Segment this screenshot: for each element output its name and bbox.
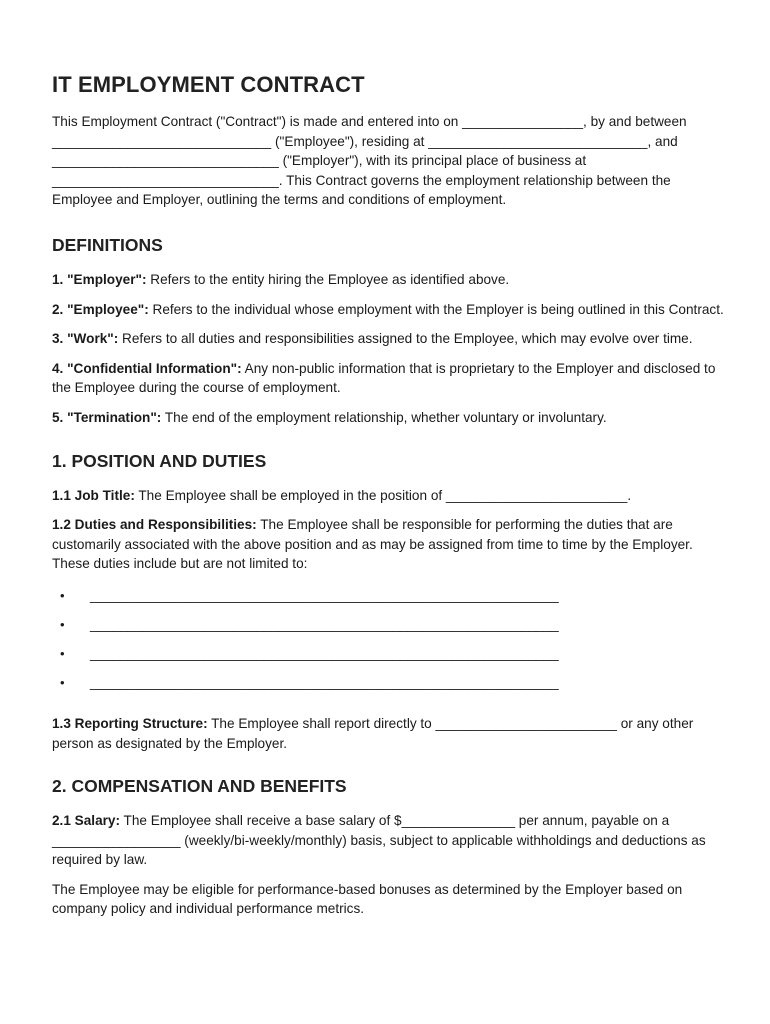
blank-line: ______________________________________________________________ (90, 674, 559, 690)
position-heading: 1. POSITION AND DUTIES (52, 450, 267, 471)
clause-text: The Employee shall report directly to ________________________ or any other person as designated by the Employer. (52, 715, 694, 751)
bullet-icon: • (60, 587, 65, 603)
list-item (52, 586, 724, 615)
clause-label: 1.3 Reporting Structure: (52, 715, 208, 731)
bonus-paragraph: The Employee may be eligible for performance-based bonuses as determined by the Employer based on company policy and individual performance metrics. (52, 881, 683, 917)
definition-text: Any non-public information that is proprietary to the Employer and disclosed to the Employee during the course of employment. (52, 360, 716, 396)
clause-text: The Employee shall receive a base salary of $_______________ per annum, payable on a _________________ (weekly/bi-weekly/monthly) basis, subject to applicable withholdings and deductions as required by law. (52, 813, 706, 868)
definition-term: 3. "Work": (52, 331, 119, 347)
position-section (52, 451, 724, 754)
blank-line: ______________________________________________________________ (90, 645, 559, 661)
definition-item (52, 359, 724, 398)
list-item (52, 673, 724, 702)
list-item (52, 615, 724, 644)
definition-term: 4. "Confidential Information": (52, 360, 242, 376)
definition-item (52, 270, 724, 290)
job-title-clause (52, 486, 724, 506)
duties-clause (52, 515, 724, 574)
definitions-section (52, 235, 724, 428)
definition-text: Refers to all duties and responsibilities assigned to the Employee, which may evolve over time. (118, 331, 693, 347)
blank-line: ______________________________________________________________ (90, 616, 559, 632)
document-body (52, 72, 724, 942)
clause-text: The Employee shall be responsible for performing the duties that are customarily associated with the above position and as may be assigned from time to time by the Employer. These duties include but are not limited to: (52, 517, 693, 572)
bullet-icon: • (60, 674, 65, 690)
definition-term: 5. "Termination": (52, 409, 162, 425)
definition-item (52, 408, 724, 428)
blank-line: ______________________________________________________________ (90, 587, 559, 603)
compensation-heading: 2. COMPENSATION AND BENEFITS (52, 776, 347, 797)
clause-label: 2.1 Salary: (52, 813, 121, 829)
bullet-icon: • (60, 645, 65, 661)
compensation-section (52, 776, 724, 919)
salary-clause (52, 811, 724, 870)
document-title: IT EMPLOYMENT CONTRACT (52, 72, 365, 97)
definitions-heading: DEFINITIONS (52, 234, 163, 255)
duties-list (52, 586, 724, 702)
clause-label: 1.2 Duties and Responsibilities: (52, 517, 257, 533)
clause-label: 1.1 Job Title: (52, 487, 135, 503)
definition-text: Refers to the individual whose employment with the Employer is being outlined in this Contract. (148, 301, 724, 317)
intro-paragraph: This Employment Contract ("Contract") is made and entered into on ________________, by and between _____________________________ ("Employee"), residing at _____________________________, and ______________________________ ("Employer"), with its principal place of business at ______________________________. This Contract governs the employment relationship between the Employee and Employer, outlining the terms and conditions of employment. (52, 114, 687, 208)
bullet-icon: • (60, 616, 65, 632)
list-item (52, 644, 724, 673)
definition-text: Refers to the entity hiring the Employee as identified above. (146, 271, 510, 287)
clause-text: The Employee shall be employed in the position of ________________________. (134, 487, 632, 503)
definition-text: The end of the employment relationship, whether voluntary or involuntary. (161, 409, 607, 425)
definition-term: 2. "Employee": (52, 301, 149, 317)
definition-item (52, 300, 724, 320)
reporting-clause (52, 714, 724, 753)
definition-term: 1. "Employer": (52, 271, 147, 287)
definition-item (52, 329, 724, 349)
